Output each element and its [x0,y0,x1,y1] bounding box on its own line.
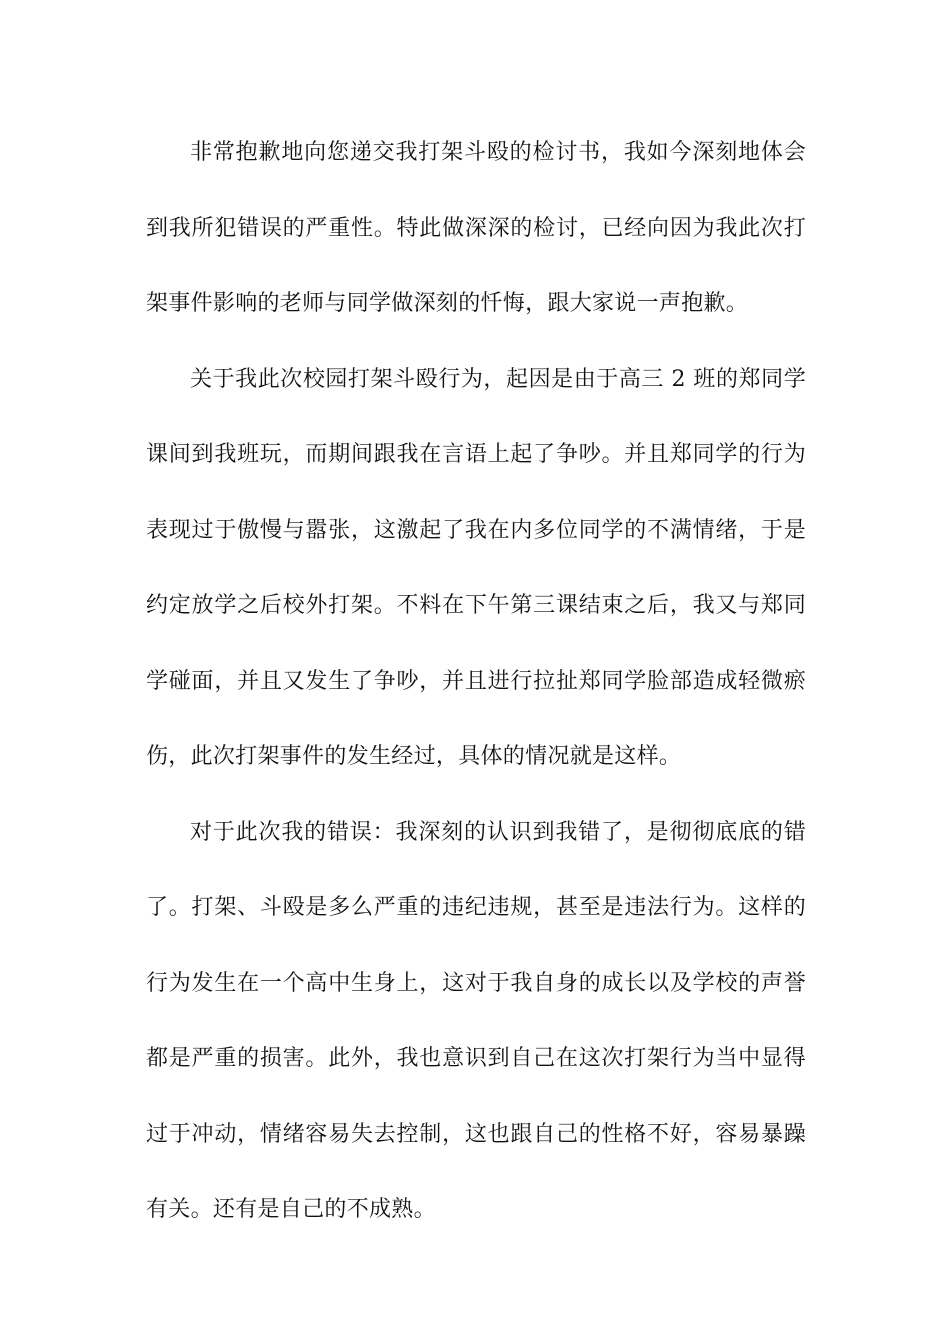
paragraph-incident: 关于我此次校园打架斗殴行为，起因是由于高三 2 班的郑同学课间到我班玩，而期间跟我在言语上起了争吵。并且郑同学的行为表现过于傲慢与嚣张，这激起了我在内多位同学的不满情绪，于是约定放学之后校外打架。不料在下午第三课结束之后，我又与郑同学碰面，并且又发生了争吵，并且进行拉扯郑同学脸部造成轻微瘀伤，此次打架事件的发生经过，具体的情况就是这样。 [146,366,806,769]
document-page [146,115,806,1248]
paragraph-apology: 非常抱歉地向您递交我打架斗殴的检讨书，我如今深刻地体会到我所犯错误的严重性。特此做深深的检讨，已经向因为我此次打架事件影响的老师与同学做深刻的忏悔，跟大家说一声抱歉。 [146,140,806,316]
paragraph-reflection: 对于此次我的错误：我深刻的认识到我错了，是彻彻底底的错了。打架、斗殴是多么严重的违纪违规，甚至是违法行为。这样的行为发生在一个高中生身上，这对于我自身的成长以及学校的声誉都是严重的损害。此外，我也意识到自己在这次打架行为当中显得过于冲动，情绪容易失去控制，这也跟自己的性格不好，容易暴躁有关。还有是自己的不成熟。 [146,819,806,1222]
